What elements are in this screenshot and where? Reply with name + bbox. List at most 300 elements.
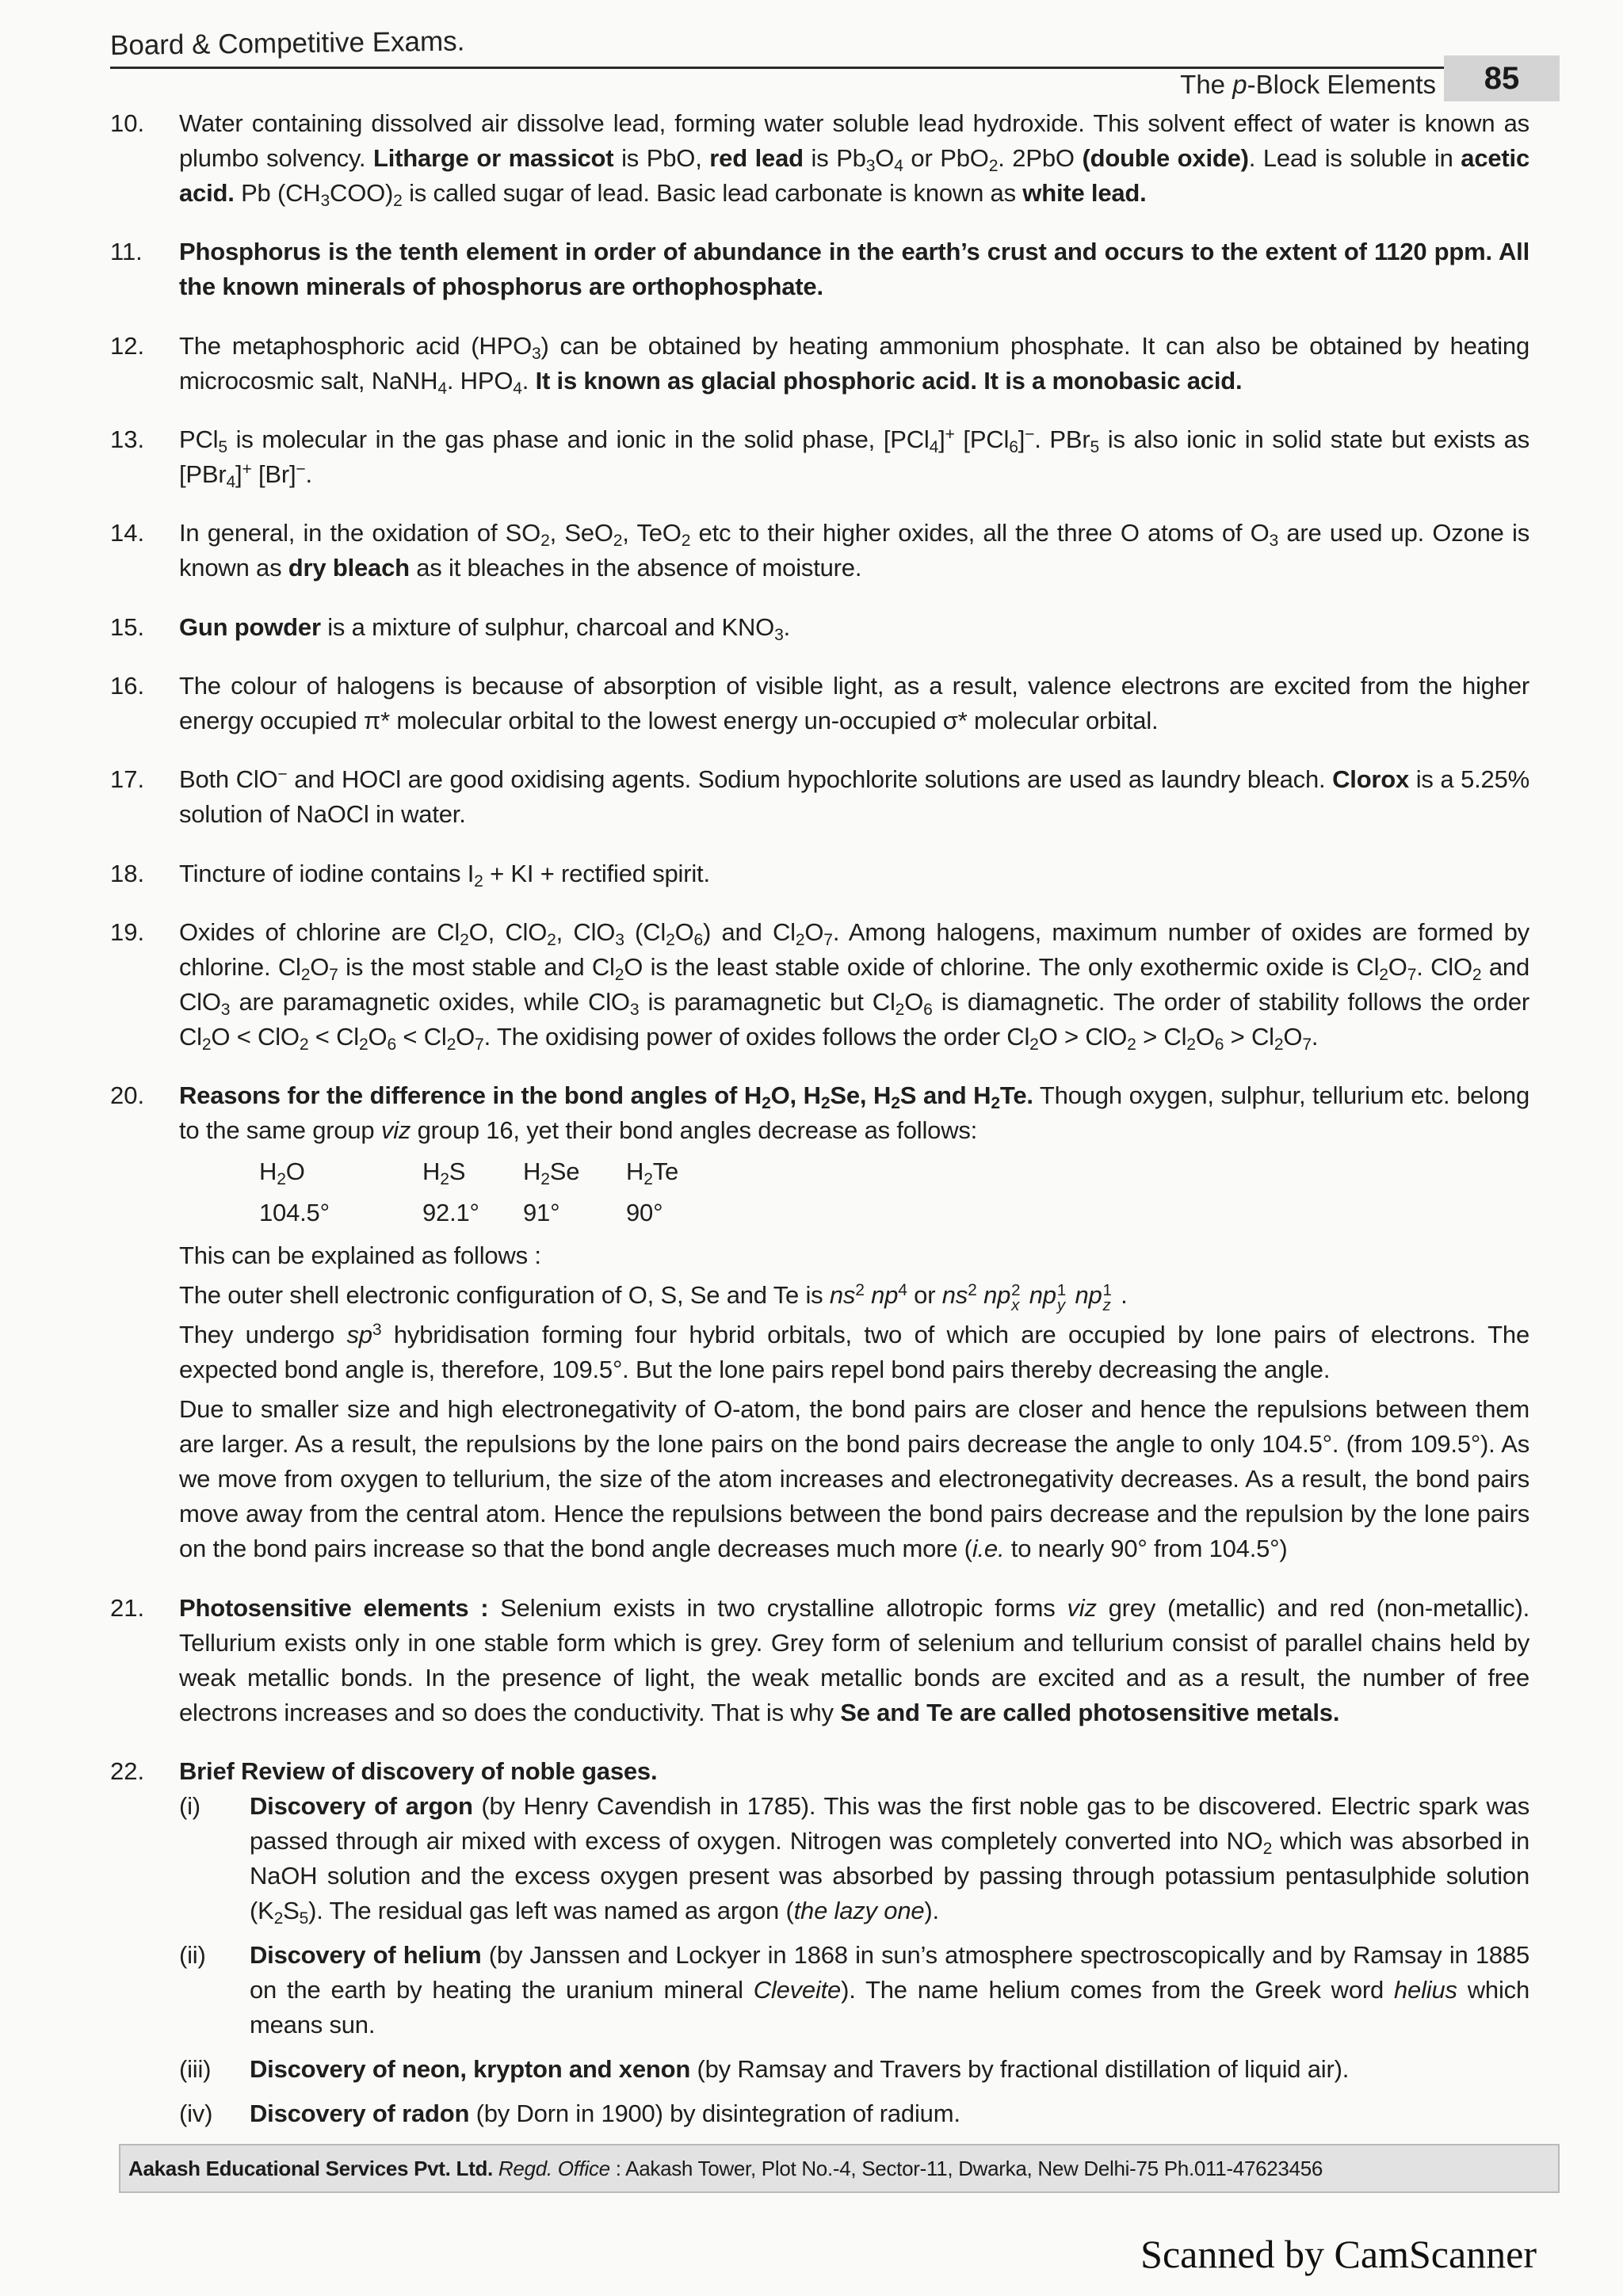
- text-run: are paramagnetic oxides, while ClO: [230, 987, 630, 1016]
- text-run: ) and Cl: [703, 917, 796, 946]
- subscript: 2: [474, 871, 483, 891]
- text-run: ]: [1018, 425, 1025, 453]
- text-run: [865, 1281, 871, 1309]
- subscript: 4: [513, 379, 522, 398]
- subscript: 2: [540, 1170, 550, 1189]
- text-run: is also ionic in solid state but exists as [PBr: [179, 425, 1530, 488]
- subscript: 3: [865, 156, 876, 175]
- bold-text: Litharge or massicot: [372, 144, 614, 172]
- item-content: [179, 762, 1529, 832]
- text-run: H: [259, 1158, 277, 1186]
- bold-text: (double oxide): [1082, 144, 1249, 172]
- item-content: [179, 235, 1529, 304]
- bold-text: Phosphorus is the tenth element in order of abundance in the earth’s crust and occurs to the extent of 1120 ppm. All the known minerals of phosphorus are orthophosphate.: [179, 238, 1529, 301]
- text-run: 92.1°: [422, 1199, 479, 1227]
- numbered-item: [110, 669, 1529, 738]
- table-cell: [422, 1192, 523, 1234]
- text-run: . Among halogens, maximum number of oxides are formed by chlorine. Cl: [179, 917, 1529, 981]
- text-run: O: [285, 1158, 305, 1186]
- text-run: O: [1388, 952, 1407, 981]
- text-run: O: [674, 917, 694, 946]
- subscript: 5: [1090, 437, 1100, 456]
- bold-text: Reasons for the difference in the bond angles of H: [179, 1081, 762, 1110]
- italic-text: sp: [346, 1321, 372, 1349]
- subscript: 6: [387, 1035, 396, 1054]
- text-run: H: [523, 1158, 541, 1186]
- italic-text: np: [1075, 1281, 1102, 1310]
- subscript: 4: [929, 437, 939, 456]
- text-run: The metaphosphoric acid (HPO: [179, 331, 533, 360]
- text-run: or PbO: [903, 144, 989, 172]
- subscript: 4: [226, 472, 236, 491]
- text-run: is paramagnetic but Cl: [639, 987, 896, 1016]
- subscript: 2: [540, 532, 550, 551]
- paragraph: [179, 1318, 1529, 1387]
- bold-text: Brief Review of discovery of noble gases.: [179, 1756, 658, 1785]
- bold-text: Discovery of argon: [250, 1791, 473, 1820]
- text-run: Se: [549, 1158, 580, 1186]
- item-number: 20.: [110, 1081, 145, 1110]
- bold-text: Aakash Educational Services Pvt. Ltd.: [128, 2157, 493, 2180]
- paragraph: [179, 1238, 1529, 1273]
- bold-text: acetic acid.: [179, 144, 1529, 207]
- text-run: : Aakash Tower, Plot No.-4, Sector-11, Dwarka, New Delhi-75 Ph.011-47623456: [609, 2157, 1323, 2180]
- paragraph: [179, 516, 1529, 585]
- subscript: 2: [547, 930, 556, 949]
- subscript: 2: [991, 1094, 1000, 1113]
- text-run: 104.5°: [259, 1199, 330, 1227]
- text-run: H: [422, 1158, 441, 1186]
- text-run: which means sun.: [250, 1975, 1530, 2039]
- text-run: grey (metallic) and red (non-metallic). Tellurium exists only in one stable form which is grey. Grey form of selenium and tellurium consist of parallel chains held by weak metallic bonds. In the presence of light, the weak metallic bonds are excited and as a result, the number of free electrons increases and so does the conductivity. That is why: [179, 1593, 1529, 1726]
- text-run: ).: [924, 1896, 939, 1924]
- text-run: is PbO,: [613, 144, 710, 172]
- bold-text: It is known as glacial phosphoric acid. It is a monobasic acid.: [535, 366, 1243, 395]
- item-number: 21.: [110, 1593, 145, 1622]
- text-run: and HOCl are good oxidising agents. Sodium hypochlorite solutions are used as laundry bleach.: [287, 765, 1333, 794]
- item-number: 18.: [110, 859, 145, 887]
- item-content: [179, 1754, 1529, 2131]
- paragraph: [179, 1754, 1529, 1789]
- subscript: 2: [613, 532, 623, 551]
- bold-text: dry bleach: [288, 554, 410, 582]
- superscript: +: [242, 460, 252, 479]
- italic-text: Regd. Office: [498, 2157, 610, 2180]
- subscript: 2: [1262, 1839, 1273, 1858]
- item-number: 14.: [110, 519, 145, 547]
- text-run: O: [310, 952, 330, 981]
- paragraph: [179, 1278, 1529, 1313]
- subscript: x: [1011, 1296, 1020, 1315]
- text-run: etc to their higher oxides, all the three O atoms of O: [690, 519, 1270, 547]
- subscript: 2: [891, 1094, 900, 1113]
- text-run: O: [875, 144, 895, 172]
- item-content: [179, 610, 1529, 645]
- italic-text: p: [1232, 70, 1247, 99]
- item-content: [179, 516, 1529, 585]
- text-run: , ClO: [556, 917, 616, 946]
- bold-text: Photosensitive elements :: [179, 1593, 489, 1622]
- subscript: 7: [1407, 965, 1417, 984]
- text-run: -Block Elements: [1247, 70, 1436, 99]
- subscript: 2: [614, 965, 624, 984]
- item-content: [179, 1078, 1529, 1566]
- subscript: 2: [273, 1909, 284, 1928]
- paragraph: [179, 1591, 1529, 1730]
- table-cell: [259, 1192, 422, 1234]
- text-run: ]: [938, 425, 945, 453]
- text-run: is called sugar of lead. Basic lead carbonate is known as: [402, 179, 1023, 207]
- subscript: 2: [440, 1170, 449, 1189]
- bold-text: Clorox: [1332, 765, 1410, 794]
- item-number: 15.: [110, 612, 145, 641]
- subscript: 2: [1379, 965, 1388, 984]
- text-run: > Cl: [1224, 1022, 1274, 1051]
- sub-item-text: [250, 2096, 1529, 2131]
- item-number: 17.: [110, 765, 145, 794]
- bold-text: S and H: [899, 1081, 991, 1110]
- numbered-item: [110, 1754, 1529, 2131]
- subscript: 4: [894, 156, 903, 175]
- numbered-item: [110, 762, 1529, 832]
- text-run: The outer shell electronic configuration of O, S, Se and Te is: [179, 1281, 830, 1310]
- text-run: , SeO: [549, 519, 613, 547]
- subscript: 7: [475, 1035, 484, 1054]
- text-run: . The oxidising power of oxides follows the order Cl: [483, 1022, 1030, 1051]
- text-run: Selenium exists in two crystalline allotropic forms: [488, 1593, 1067, 1622]
- subscript: 2: [795, 930, 805, 949]
- subscript: 2: [681, 532, 691, 551]
- table-cell: [523, 1192, 626, 1234]
- subscript: 3: [774, 625, 784, 644]
- numbered-item: [110, 1591, 1529, 1730]
- subscript: 3: [320, 191, 330, 210]
- italic-text: viz: [380, 1116, 411, 1145]
- text-run: The colour of halogens is because of absorption of visible light, as a result, valence electrons are excited from the higher energy occupied π* molecular orbital to the lowest energy un-occupied σ* molecular orbital.: [179, 671, 1529, 734]
- sup-sub-stack: [1011, 1280, 1021, 1315]
- subscript: 7: [329, 965, 338, 984]
- subscript: 7: [1302, 1035, 1312, 1054]
- sub-item-number: (iv): [179, 2099, 213, 2127]
- numbered-item: [110, 329, 1529, 399]
- numbered-item: [110, 610, 1529, 645]
- subscript: 3: [615, 930, 624, 949]
- item-number: 19.: [110, 917, 145, 946]
- subscript: 2: [300, 965, 311, 984]
- text-run: hybridisation forming four hybrid orbitals, two of which are occupied by lone pairs of electrons. The expected bond angle is, therefore, 109.5°. But the lone pairs repel bond pairs thereby decreasing the angle.: [179, 1321, 1529, 1384]
- numbered-item: [110, 856, 1529, 891]
- sub-item: [179, 1938, 1529, 2042]
- item-number: 22.: [110, 1756, 145, 1785]
- table-cell: [523, 1151, 626, 1192]
- bold-text: O, H: [770, 1081, 821, 1110]
- paragraph: [179, 1078, 1529, 1148]
- paragraph: [179, 106, 1529, 211]
- italic-text: ns: [829, 1281, 856, 1310]
- subscript: 2: [299, 1035, 309, 1054]
- text-run: < Cl: [395, 1022, 447, 1051]
- text-run: .: [305, 460, 312, 488]
- paragraph: [179, 235, 1529, 304]
- text-run: Te: [652, 1158, 679, 1186]
- subscript: 2: [358, 1035, 369, 1054]
- sub-item: [179, 2052, 1529, 2087]
- text-run: Due to smaller size and high electronegativity of O-atom, the bond pairs are closer and hence the repulsions between them are larger. As a result, the repulsions by the lone pairs on the bond pairs decrease the angle to only 104.5°. (from 109.5°). As we move from oxygen to tellurium, the size of the atom increases and electronegativity decreases. As a result, the bond pairs move away from the central atom. Hence the repulsions between the bond pairs decrease and the repulsion by the lone pairs on the bond pairs increase so that the bond angle decreases much more (: [179, 1395, 1529, 1563]
- subscript: 5: [299, 1909, 309, 1928]
- subscript: y: [1056, 1296, 1065, 1315]
- subscript: 2: [393, 191, 403, 210]
- superscript: +: [945, 425, 955, 444]
- text-run: Oxides of chlorine are Cl: [179, 917, 460, 946]
- table-cell: [626, 1192, 729, 1234]
- text-run: .: [783, 612, 791, 641]
- text-run: . ClO: [1416, 952, 1472, 981]
- italic-text: the lazy one: [793, 1896, 925, 1924]
- paragraph: [179, 669, 1529, 738]
- text-run: or: [907, 1281, 942, 1310]
- bold-text: Se, H: [830, 1081, 892, 1110]
- sub-item-text: [250, 2052, 1529, 2087]
- text-run: (Cl: [624, 917, 666, 946]
- subscript: 2: [1127, 1035, 1136, 1054]
- subscript: 2: [762, 1094, 771, 1113]
- text-run: O: [456, 1022, 475, 1051]
- text-run: is the most stable and Cl: [338, 952, 615, 981]
- bold-text: red lead: [709, 144, 804, 172]
- footer-text: [119, 2144, 1560, 2193]
- text-run: < Cl: [308, 1022, 359, 1051]
- text-run: O: [1195, 1022, 1215, 1051]
- item-content: [179, 1591, 1529, 1730]
- numbered-item: [110, 235, 1529, 304]
- subscript: 6: [1214, 1035, 1224, 1054]
- bold-text: Discovery of radon: [250, 2099, 470, 2127]
- text-run: > Cl: [1136, 1022, 1187, 1051]
- text-run: O, ClO: [468, 917, 548, 946]
- item-number: 13.: [110, 425, 145, 453]
- numbered-item: [110, 516, 1529, 585]
- italic-text: helius: [1394, 1975, 1457, 2004]
- numbered-item: [110, 106, 1529, 211]
- text-run: . HPO: [446, 366, 514, 395]
- subscript: z: [1102, 1296, 1111, 1315]
- text-run: [PCl: [954, 425, 1010, 453]
- text-run: .: [1113, 1281, 1128, 1310]
- text-run: .: [1311, 1022, 1319, 1051]
- text-run: [493, 2157, 498, 2180]
- item-content: [179, 106, 1529, 211]
- italic-text: np: [1029, 1281, 1056, 1310]
- scanner-watermark: Scanned by CamScanner: [1140, 2232, 1537, 2276]
- superscript: −: [1025, 425, 1035, 444]
- text-run: . PBr: [1034, 425, 1090, 453]
- item-number: 11.: [110, 238, 143, 266]
- item-content: [179, 915, 1529, 1055]
- subscript: 2: [666, 930, 675, 949]
- text-run: is Pb: [803, 144, 866, 172]
- numbered-item: [110, 1078, 1529, 1566]
- text-run: 91°: [523, 1199, 560, 1227]
- bond-angle-table: [259, 1151, 1529, 1234]
- text-run: ). The residual gas left was named as argon (: [308, 1896, 794, 1924]
- text-run: ). The name helium comes from the Greek word: [841, 1975, 1395, 2004]
- paragraph: [179, 856, 1529, 891]
- text-run: S: [283, 1896, 300, 1924]
- subscript: 7: [823, 930, 833, 949]
- italic-text: np: [871, 1281, 899, 1310]
- text-run: , TeO: [622, 519, 682, 547]
- text-run: This can be explained as follows :: [179, 1241, 541, 1270]
- sup-sub-stack: [1056, 1280, 1067, 1315]
- bold-text: Discovery of neon, krypton and xenon: [250, 2054, 691, 2083]
- paragraph: [179, 610, 1529, 645]
- text-run: Though oxygen, sulphur, tellurium etc. belong to the same group: [179, 1081, 1529, 1145]
- paragraph: [179, 915, 1529, 1055]
- sub-item-number: (i): [179, 1791, 200, 1820]
- superscript: 2: [855, 1281, 865, 1300]
- content-body: [110, 106, 1529, 2131]
- subscript: 2: [820, 1094, 831, 1113]
- text-run: . 2PbO: [998, 144, 1083, 172]
- paragraph: [179, 329, 1529, 399]
- paragraph: [179, 1392, 1529, 1566]
- item-content: [179, 329, 1529, 399]
- sub-item-text: [250, 1938, 1529, 2042]
- text-run: Tincture of iodine contains I: [179, 859, 475, 887]
- italic-text: viz: [1067, 1593, 1097, 1622]
- subscript: 3: [220, 1000, 231, 1019]
- text-run: (by Dorn in 1900) by disintegration of radium.: [469, 2099, 960, 2127]
- bold-text: Se and Te are called photosensitive metals.: [840, 1698, 1340, 1726]
- table-cell: [422, 1151, 523, 1192]
- text-run: .: [521, 366, 536, 395]
- text-run: which was absorbed in NaOH solution and the excess oxygen present was absorbed by passing through potassium pentasulphide solution (K: [250, 1826, 1530, 1924]
- text-run: group 16, yet their bond angles decrease as follows:: [411, 1116, 978, 1145]
- numbered-item: [110, 915, 1529, 1055]
- text-run: Water containing dissolved air dissolve lead, forming water soluble lead hydroxide. This solvent effect of water is known as plumbo solvency.: [179, 109, 1529, 172]
- item-content: [179, 856, 1529, 891]
- superscript: −: [277, 765, 288, 784]
- text-run: (by Henry Cavendish in 1785). This was the first noble gas to be discovered. Electric spark was passed through air mixed with excess of oxygen. Nitrogen was completely converted into NO: [250, 1791, 1529, 1855]
- sub-item: [179, 2096, 1529, 2131]
- text-run: . Lead is soluble in: [1248, 144, 1461, 172]
- sub-item: [179, 1789, 1529, 1928]
- text-run: The: [1180, 70, 1233, 99]
- subscript: 6: [923, 1000, 933, 1019]
- text-run: Pb (CH: [234, 179, 321, 207]
- subscript: 2: [643, 1170, 653, 1189]
- numbered-item: [110, 422, 1529, 492]
- text-run: PCl: [179, 425, 219, 453]
- superscript: 2: [968, 1281, 977, 1300]
- subscript: 2: [201, 1035, 212, 1054]
- subscript: 6: [1009, 437, 1018, 456]
- text-run: 90°: [626, 1199, 663, 1227]
- text-run: COO): [330, 179, 394, 207]
- item-content: [179, 669, 1529, 738]
- italic-text: ns: [941, 1281, 968, 1310]
- subscript: 2: [277, 1170, 286, 1189]
- italic-text: np: [983, 1281, 1011, 1310]
- item-number: 16.: [110, 671, 145, 700]
- subscript: 2: [895, 1000, 905, 1019]
- text-run: (by Ramsay and Travers by fractional distillation of liquid air).: [690, 2054, 1350, 2083]
- subscript: 4: [437, 379, 447, 398]
- bold-text: Gun powder: [179, 612, 321, 641]
- subscript: 2: [446, 1035, 456, 1054]
- text-run: [1022, 1281, 1029, 1309]
- header-rule: [110, 67, 1444, 69]
- italic-text: Cleveite: [753, 1975, 842, 2004]
- subscript: 2: [1029, 1035, 1039, 1054]
- subscript: 2: [988, 156, 999, 175]
- subscript: 5: [218, 437, 227, 456]
- item-number: 10.: [110, 109, 145, 137]
- subscript: 2: [1274, 1035, 1284, 1054]
- paragraph: [179, 422, 1529, 492]
- paragraph: [179, 762, 1529, 832]
- subscript: 3: [629, 1000, 640, 1019]
- text-run: ]: [235, 460, 242, 488]
- superscript: −: [296, 460, 306, 479]
- text-run: is molecular in the gas phase and ionic in the solid phase, [PCl: [227, 425, 930, 453]
- text-run: (by Janssen and Lockyer in 1868 in sun’s atmosphere spectroscopically and by Ramsay in 1885 on the earth by heating the uranium mineral: [250, 1940, 1529, 2004]
- subscript: 3: [1269, 532, 1279, 551]
- text-run: Both ClO: [179, 765, 278, 794]
- item-content: [179, 422, 1529, 492]
- text-run: O is the least stable oxide of chlorine. The only exothermic oxide is Cl: [624, 952, 1380, 981]
- text-run: O: [1283, 1022, 1303, 1051]
- text-run: are used up. Ozone is known as: [179, 519, 1530, 582]
- table-cell: [259, 1151, 422, 1192]
- superscript: 4: [898, 1281, 907, 1300]
- superscript: 3: [372, 1321, 382, 1340]
- sub-item-number: (iii): [179, 2054, 212, 2083]
- text-run: to nearly 90° from 104.5°): [1004, 1535, 1288, 1563]
- text-run: is a 5.25% solution of NaOCl in water.: [179, 765, 1529, 829]
- text-run: and ClO: [179, 952, 1530, 1016]
- superscript: 1: [1102, 1280, 1112, 1299]
- text-run: O > ClO: [1038, 1022, 1128, 1051]
- sup-sub-stack: [1102, 1280, 1112, 1315]
- text-run: [977, 1281, 983, 1309]
- bold-text: Discovery of helium: [250, 1940, 482, 1969]
- text-run: as it bleaches in the absence of moisture.: [409, 554, 862, 582]
- chapter-title: [1180, 70, 1436, 100]
- text-run: [Br]: [251, 460, 296, 488]
- text-run: They undergo: [179, 1321, 347, 1349]
- text-run: O: [368, 1022, 388, 1051]
- text-run: ) can be obtained by heating ammonium phosphate. It can also be obtained by heating microcosmic salt, NaNH: [179, 331, 1529, 395]
- subscript: 2: [460, 930, 469, 949]
- text-run: H: [626, 1158, 644, 1186]
- text-run: S: [449, 1158, 466, 1186]
- table-cell: [626, 1151, 729, 1192]
- superscript: 2: [1011, 1280, 1021, 1299]
- book-series-title: Board & Competitive Exams.: [109, 25, 465, 61]
- text-run: O: [804, 917, 824, 946]
- text-run: O < ClO: [211, 1022, 300, 1051]
- bold-text: white lead.: [1022, 179, 1147, 207]
- bold-text: Te.: [999, 1081, 1033, 1110]
- page-number: 85: [1444, 55, 1560, 101]
- superscript: 1: [1056, 1280, 1067, 1299]
- text-run: In general, in the oxidation of SO: [179, 519, 541, 547]
- text-run: + KI + rectified spirit.: [483, 859, 710, 887]
- subscript: 3: [532, 344, 541, 363]
- sub-item-number: (ii): [179, 1940, 206, 1969]
- text-run: is diamagnetic. The order of stability follows the order Cl: [179, 987, 1529, 1051]
